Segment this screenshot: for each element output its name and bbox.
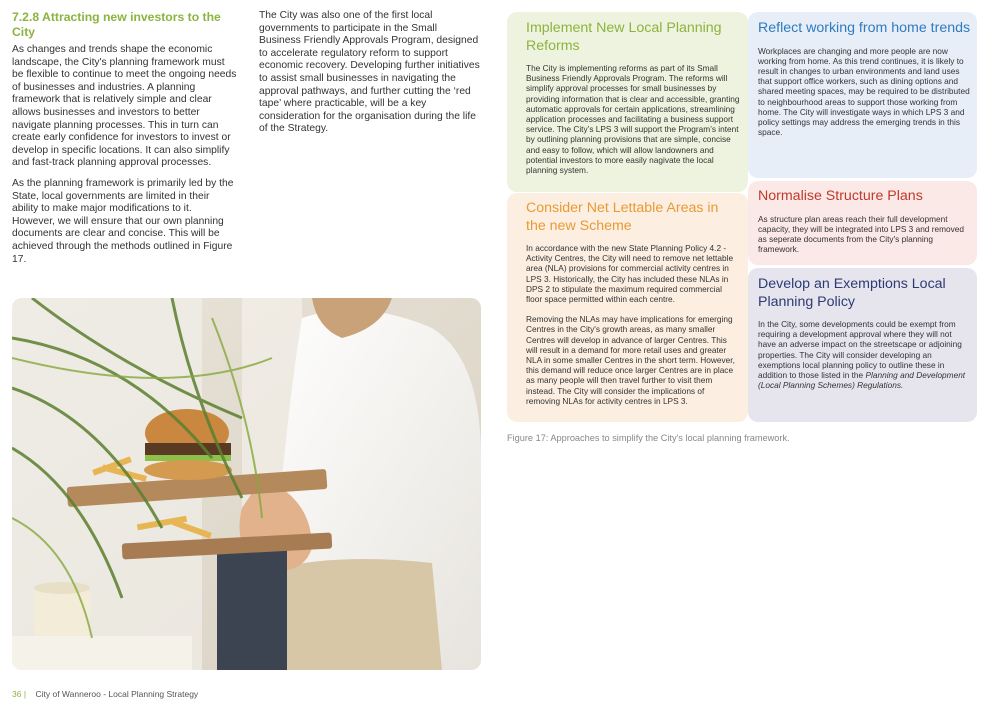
card-net-lettable-areas [507, 193, 748, 422]
card-title: Normalise Structure Plans [758, 188, 923, 204]
paragraph-small-business-program: The City was also one of the first local governments to participate in the Small Business Friendly Approvals Program, designed to accelerate regulatory reform to support economic recovery. Developing further initiatives to assist small businesses in navigating the approval pathways, and further cutting the ‘red tape’ where practicable, will be a key consideration for the organisation during the life of the Strategy. [259, 10, 480, 135]
card-body-text: In the City, some developments could be exempt from requiring a development approval where they will not have an adverse impact on the streetscape or adjoining properties. The City will consider developing an exemptions local planning policy to outline these in addition to those listed in the [758, 319, 962, 381]
middle-text-column [259, 10, 481, 144]
card-working-from-home [748, 12, 977, 178]
card-body: As structure plan areas reach their full development capacity, they will be integrated into LPS 3 and removed as seperate documents from the City's planning framework. [758, 213, 965, 255]
card-body: The City is implementing reforms as part of its Small Business Friendly Approvals Program. The reforms will simplify approval processes for small businesses by providing information that is clear and accessible, granting automatic approvals for certain applications, streamlining application processes and facilitating a business support service. The City’s LPS 3 will support the Program’s intent by outlining planning provisions that are simple, concise and easy to follow, which will allow landowners and potential investors to more easily nagivate the local planning system. [526, 63, 740, 176]
card-body: Workplaces are changing and more people are now working from home. As this trend continues, it is likely to result in changes to urban environments and land uses that support office workers, such as dining options and shared meeting spaces, may be required to be distributed to neighbourhood areas to support those working from home. The City will investigate ways in which LPS 3 and policy settings may address the emerging trends in this space. [758, 45, 970, 138]
paragraph-state-framework: As the planning framework is primarily led by the State, local governments are limited in their ability to make major modifications to it. However, we will ensure that our own planning documents are clear and concise. This will be achieved through the methods outlined in Figure 17. [12, 177, 234, 265]
card-exemptions-policy [748, 268, 977, 422]
card-body [758, 319, 971, 390]
paragraph-economic-landscape: As changes and trends shape the economic landscape, the City's planning framework must be flexible to continue to meet the ongoing needs of businesses and industries. A planning framework that is relatively simple and clear allows businesses and investors to better navigate planning processes. This in turn can create early confidence for investors to invest or develop in specific locations. It can also simplify and fast-track planning approval processes. [12, 44, 237, 169]
card-implement-reforms [507, 12, 748, 192]
page-number: 36 | [12, 689, 27, 699]
left-text-column [12, 10, 237, 274]
card-title: Develop an Exemptions Local Planning Policy [758, 276, 946, 310]
card-structure-plans [748, 181, 977, 265]
section-heading: 7.2.8 Attracting new investors to the City [12, 10, 221, 39]
waitress-serving-food-photo [12, 298, 481, 670]
card-title: Implement New Local Planning Reforms [526, 20, 722, 54]
page-footer [12, 689, 198, 699]
document-title: City of Wanneroo - Local Planning Strategy [35, 689, 199, 699]
card-title: Consider Net Lettable Areas in the new Scheme [526, 200, 719, 234]
card-title: Reflect working from home trends [758, 20, 971, 36]
card-body-italic: Planning and Development (Local Planning Schemes) Regulations. [758, 370, 966, 391]
figure-caption: Figure 17: Approaches to simplify the City's local planning framework. [507, 433, 790, 443]
figure-17-approaches-grid [507, 12, 977, 422]
card-body: Removing the NLAs may have implications for emerging Centres in the City's growth areas, as many smaller Centres will develop in advance of larger Centres. This will result in a demand for more retail uses and greater NLA in some smaller Centres in the short term. However, this demand will reduce once larger Centres are in place as many people will then travel further to visit them instead. The City will consider the implications of removing NLAs for activity centres in LPS 3. [526, 314, 735, 406]
card-body: In accordance with the new State Planning Policy 4.2 - Activity Centres, the City will need to remove net lettable area (NLA) provisions for commercial activity centres in LPS 3. Historically, the City has included these NLAs in DPS 2 to stipulate the maximum required commercial floor space permitted within each centre. [526, 243, 734, 305]
